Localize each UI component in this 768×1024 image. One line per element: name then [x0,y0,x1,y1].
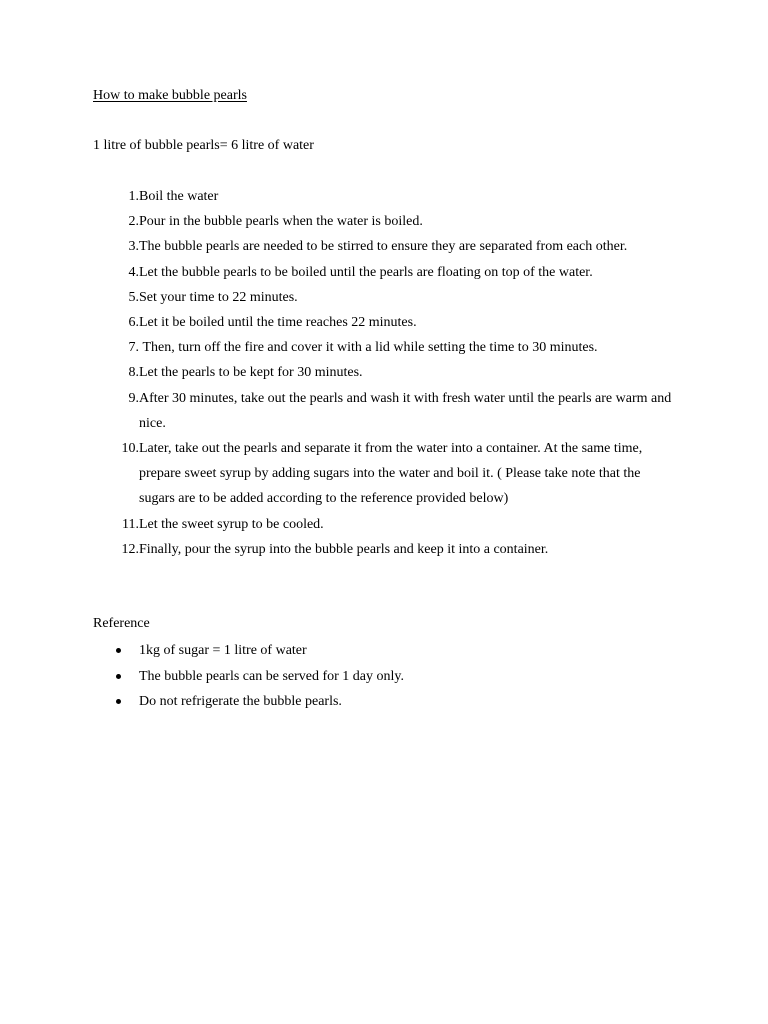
step-item [93,386,673,436]
bullet-icon [93,689,139,715]
step-item [93,537,673,562]
bullet-icon [93,638,139,664]
step-number: 1. [128,189,139,204]
step-item [93,360,673,385]
reference-text: 1kg of sugar = 1 litre of water [139,643,307,658]
step-item [93,310,673,335]
bullet-icon [93,664,139,690]
step-number: 8. [128,365,139,381]
step-item [93,335,673,360]
step-text: Then, turn off the fire and cover it with a lid while setting the time to 30 minutes. [139,340,598,356]
step-text: Later, take out the pearls and separate it from the water into a container. At the same time, prepare sweet syrup by adding sugars into the water and boil it. ( Please take note that the sugars are to be added according to the reference provided below) [139,441,643,507]
step-item [93,209,673,234]
step-number: 12. [121,541,139,557]
step-text: Boil the water [139,189,219,204]
reference-item [93,664,673,690]
ratio-line: 1 litre of bubble pearls= 6 litre of water [93,138,314,153]
step-number: 11. [122,516,139,532]
step-number: 5. [128,289,139,305]
step-item [93,436,673,512]
reference-list [93,638,673,715]
step-item [93,234,673,259]
step-number: 3. [128,239,139,255]
step-item [93,512,673,537]
steps-list [93,184,673,562]
step-text: Set your time to 22 minutes. [139,289,298,305]
step-item [93,285,673,310]
reference-text: Do not refrigerate the bubble pearls. [139,694,342,709]
step-number: 6. [128,315,139,331]
step-text: Finally, pour the syrup into the bubble pearls and keep it into a container. [139,541,549,557]
step-number: 9. [128,390,139,406]
document-title: How to make bubble pearls [93,88,247,103]
step-text: Let the bubble pearls to be boiled until the pearls are floating on top of the water. [139,264,593,280]
step-item [93,260,673,285]
step-text: After 30 minutes, take out the pearls and wash it with fresh water until the pearls are warm and nice. [139,390,672,431]
step-text: The bubble pearls are needed to be stirred to ensure they are separated from each other. [139,239,628,255]
reference-item [93,638,673,664]
step-text: Pour in the bubble pearls when the water is boiled. [139,214,423,230]
step-text: Let it be boiled until the time reaches 22 minutes. [139,315,417,331]
step-item [93,184,673,209]
reference-item [93,689,673,715]
reference-heading: Reference [93,616,150,631]
step-text: Let the sweet syrup to be cooled. [139,516,324,532]
step-text: Let the pearls to be kept for 30 minutes. [139,365,363,381]
step-number: 7. [128,340,139,356]
reference-text: The bubble pearls can be served for 1 day only. [139,668,404,684]
step-number: 10. [121,441,139,457]
step-number: 2. [128,214,139,230]
step-number: 4. [128,264,139,280]
